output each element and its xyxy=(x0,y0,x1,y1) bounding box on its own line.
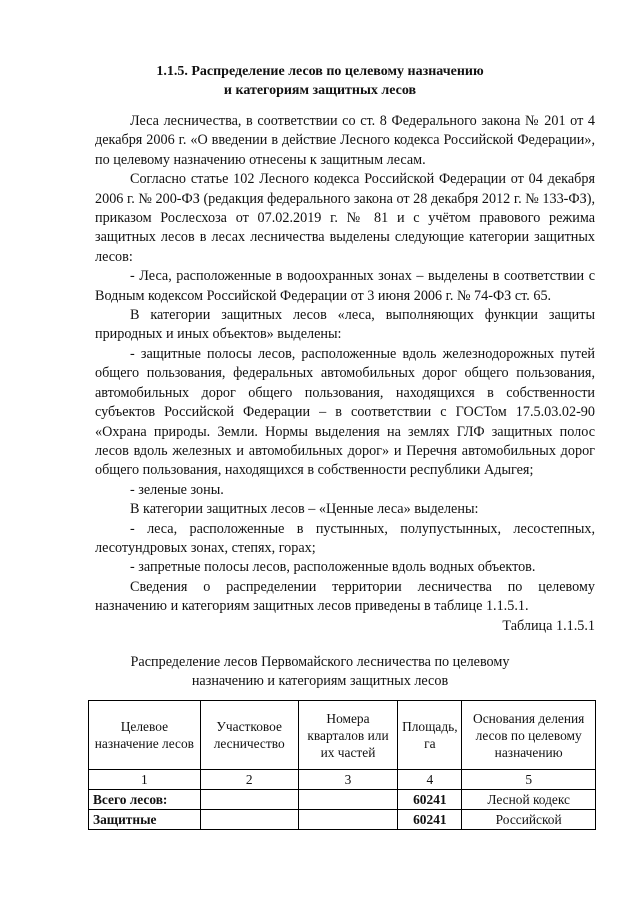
section-heading-line-2: и категориям защитных лесов xyxy=(223,83,417,98)
column-number-cell: 4 xyxy=(398,770,462,790)
paragraph: - Леса, расположенные в водоохранных зонах – выделены в соответствии с Водным кодексом Российской Федерации от 3 июня 2006 г. № 74-ФЗ ст. 65. xyxy=(95,268,595,304)
column-number-cell: 3 xyxy=(298,770,398,790)
paragraph: Леса лесничества, в соответствии со ст. 8 Федерального закона № 201 от 4 декабря 2006 г. «О введении в действие Лесного кодекса Российской Федерации», по целевому назначению отнесены к защитным лесам. xyxy=(95,113,595,168)
column-number-cell: 5 xyxy=(462,770,596,790)
column-number-cell: 2 xyxy=(200,770,298,790)
paragraph: - леса, расположенные в пустынных, полупустынных, лесостепных, лесотундровых зонах, степях, горах; xyxy=(95,520,595,556)
header-cell: Участковое лесничество xyxy=(200,701,298,770)
table-cell: Лесной кодекс xyxy=(462,790,596,810)
table-row xyxy=(89,810,596,830)
header-cell: Номера кварталов или их частей xyxy=(298,701,398,770)
column-number-cell: 1 xyxy=(89,770,201,790)
paragraph: - зеленые зоны. xyxy=(130,481,224,498)
forest-distribution-table xyxy=(88,700,596,830)
paragraph: Сведения о распределении территории лесничества по целевому назначению и категориям защитных лесов приведены в таблице 1.1.5.1. xyxy=(95,578,595,615)
table-number-label: Таблица 1.1.5.1 xyxy=(502,618,595,634)
table-cell: Российской xyxy=(462,810,596,830)
table-cell xyxy=(200,810,298,830)
table-cell xyxy=(298,810,398,830)
paragraph: - запретные полосы лесов, расположенные вдоль водных объектов. xyxy=(130,559,536,576)
header-cell: Целевое назначение лесов xyxy=(89,701,201,770)
table-row xyxy=(89,790,596,810)
header-cell: Основания деления лесов по целевому назначению xyxy=(462,701,596,770)
header-cell: Площадь, га xyxy=(398,701,462,770)
body-text xyxy=(95,112,595,617)
paragraph: Согласно статье 102 Лесного кодекса Российской Федерации от 04 декабря 2006 г. № 200-ФЗ (редакция федерального закона от 28 декабря 2012 г. № 133-ФЗ), приказом Рослесхоза от 07.02.2019 г. № 81 и с учётом правового режима защитных лесов в лесах лесничества выделены следующие категории защитных лесов: xyxy=(95,171,595,265)
table-cell: 60241 xyxy=(398,790,462,810)
paragraph: В категории защитных лесов «леса, выполняющих функции защиты природных и иных объектов» выделены: xyxy=(95,307,595,343)
section-heading-line-1: 1.1.5. Распределение лесов по целевому назначению xyxy=(156,64,484,79)
table-header-row xyxy=(89,701,596,770)
table-cell xyxy=(298,790,398,810)
table-cell: Защитные xyxy=(89,810,201,830)
table-number-row xyxy=(89,770,596,790)
section-heading xyxy=(0,62,640,100)
table-cell: 60241 xyxy=(398,810,462,830)
table-caption xyxy=(0,653,640,692)
table-cell xyxy=(200,790,298,810)
paragraph: В категории защитных лесов – «Ценные леса» выделены: xyxy=(130,501,479,518)
table-cell: Всего лесов: xyxy=(89,790,201,810)
table-caption-line-2: назначению и категориям защитных лесов xyxy=(191,673,449,690)
table-caption-line-1: Распределение лесов Первомайского лесничества по целевому xyxy=(130,654,510,670)
paragraph: - защитные полосы лесов, расположенные вдоль железнодорожных путей общего пользования, федеральных автомобильных дорог общего пользования, автомобильных дорог общего пользования, находящихся в собственности субъектов Российской Федерации – в соответствии с ГОСТом 17.5.03.02-90 «Охрана природы. Земли. Нормы выделения на землях ГЛФ защитных полос лесов вдоль железных и автомобильных дорог» и Перечня автомобильных дорог общего пользования, находящихся в собственности республики Адыгея; xyxy=(95,345,595,479)
